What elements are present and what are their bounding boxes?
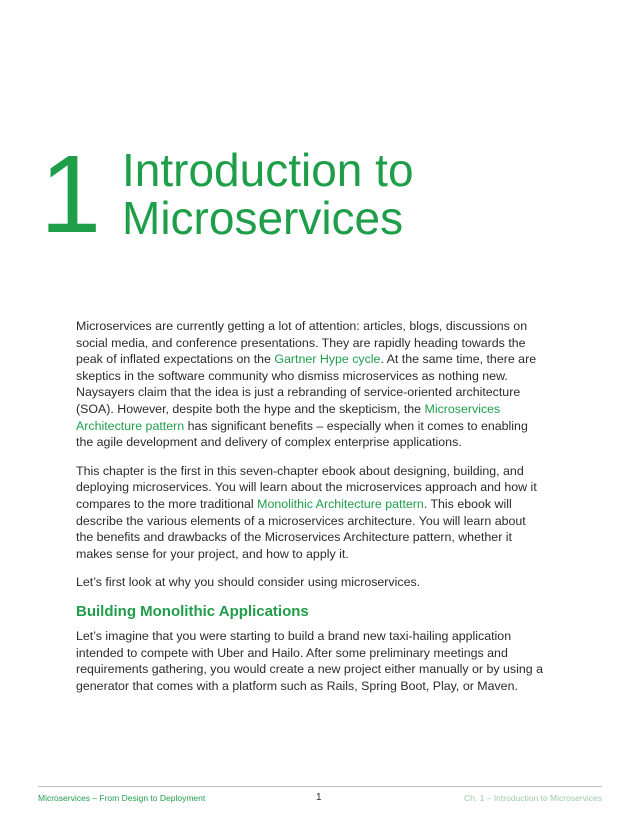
- intro-text-2: . At the same time, there are skeptics in the software community who dismiss microservices as nothing new. Naysayers claim that the idea is just a rebranding of service-oriented architecture (SOA). However, despite both the hype and the skepticism, the: [76, 352, 537, 416]
- why-paragraph: Let’s first look at why you should consider using microservices.: [76, 575, 421, 590]
- intro-paragraph: [76, 318, 546, 451]
- footer-chapter-title: Ch. 1 – Introduction to Microservices: [464, 793, 602, 803]
- footer-divider: [38, 786, 602, 787]
- chapter-title-line1: Introduction to: [122, 144, 414, 196]
- intro-text-3: has significant benefits – especially when it comes to enabling the agile development and delivery of complex enterprise applications.: [76, 418, 528, 450]
- body-content: [76, 318, 546, 706]
- microservices-pattern-link[interactable]: Microservices Architecture pattern: [76, 401, 501, 433]
- footer-book-title: Microservices – From Design to Deployment: [38, 793, 206, 803]
- page-number: 1: [316, 792, 322, 803]
- chapter-number: 1: [40, 133, 98, 256]
- monolithic-pattern-link[interactable]: Monolithic Architecture pattern: [257, 496, 424, 511]
- gartner-hype-cycle-link[interactable]: Gartner Hype cycle: [274, 352, 381, 367]
- overview-text-1: This chapter is the first in this seven-chapter ebook about designing, building, and deploying microservices. You will learn about the microservices approach and how it compares to the more traditional: [76, 463, 537, 511]
- overview-text-2: . This ebook will describe the various elements of a microservices architecture. You will learn about the benefits and drawbacks of the Microservices Architecture pattern, whether it makes sense for your project, and how to apply it.: [76, 496, 526, 561]
- intro-text-1: Microservices are currently getting a lot of attention: articles, blogs, discussions on social media, and conference presentations. They are rapidly heading towards the peak of inflated expectations on the: [76, 319, 528, 367]
- taxi-app-paragraph: Let’s imagine that you were starting to build a brand new taxi-hailing application intended to compete with Uber and Hailo. After some preliminary meetings and requirements gathering, you would create a new project either manually or by using a generator that comes with a platform such as Rails, Spring Boot, Play, or Maven.: [76, 628, 543, 693]
- chapter-title: [122, 146, 542, 242]
- chapter-overview-paragraph: [76, 463, 546, 563]
- chapter-title-line2: Microservices: [122, 192, 404, 244]
- section-heading: Building Monolithic Applications: [76, 602, 309, 620]
